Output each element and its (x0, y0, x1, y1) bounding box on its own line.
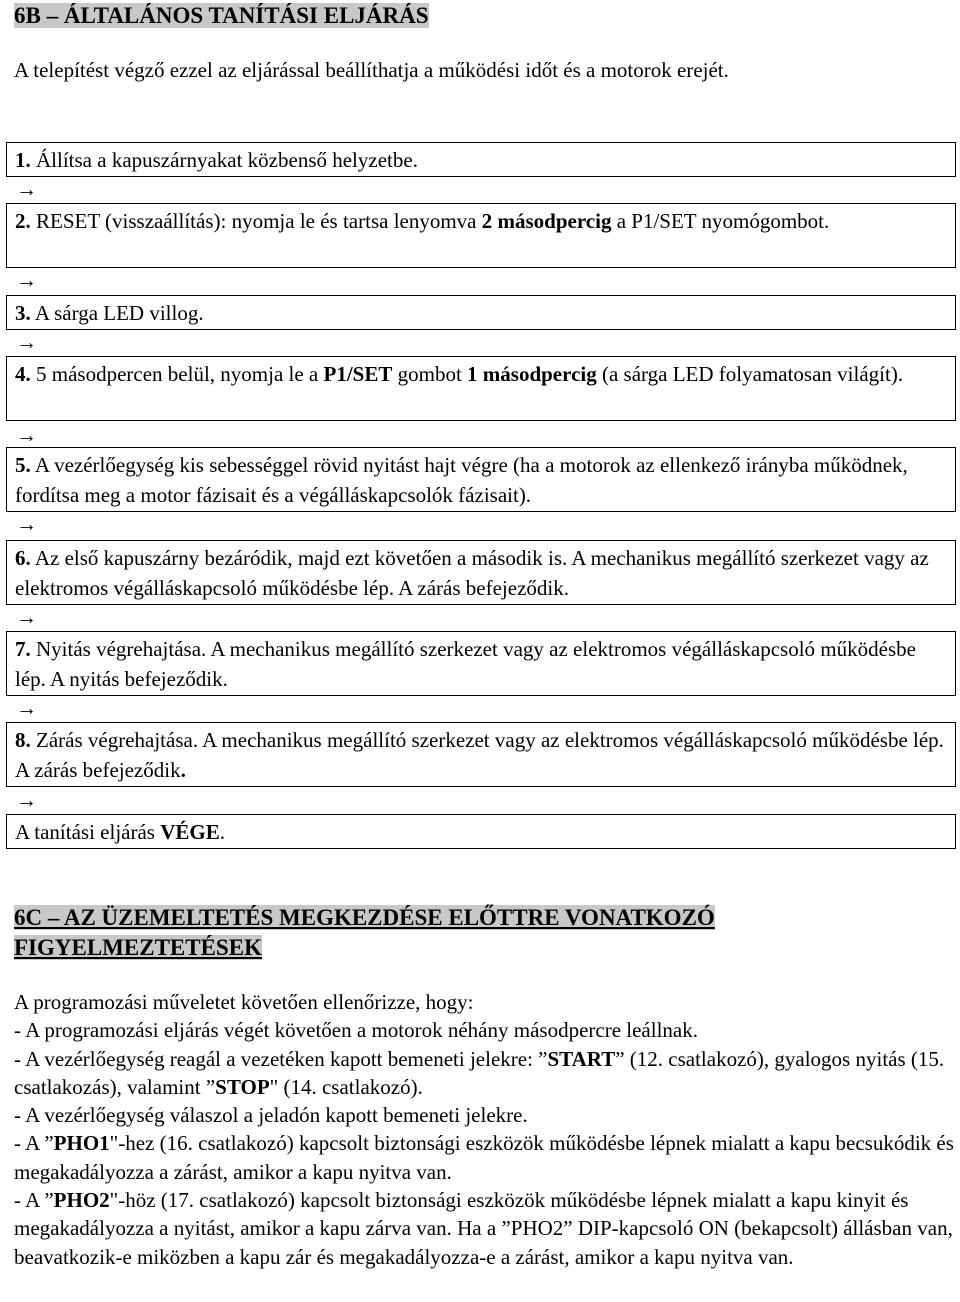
step-4-text-end: (a sárga LED folyamatosan világít). (596, 362, 904, 386)
step-5-number: 5. (15, 453, 31, 477)
step-5-box (6, 447, 956, 512)
arrow-icon: → (16, 788, 37, 812)
step-4-text-mid: gombot (392, 362, 468, 386)
arrow-icon: → (16, 330, 37, 354)
step-4-number: 4. (15, 362, 31, 386)
section-6b-title-text: 6B – ÁLTALÁNOS TANÍTÁSI ELJÁRÁS (14, 3, 429, 28)
warning-text: "-hez (16. csatlakozó) kapcsolt biztonsági eszközök működésbe lépnek mialatt a kapu becsukódik és megakadályozza a zárást, amikor a kapu nyitva van. (14, 1131, 954, 1184)
step-2-text: RESET (visszaállítás): nyomja le és tartsa lenyomva (30, 209, 482, 233)
step-4-bold-button: P1/SET (323, 362, 393, 386)
step-2-box (6, 203, 956, 268)
step-6-box (6, 540, 956, 605)
step-2-bold-duration: 2 másodpercig (481, 209, 612, 233)
warning-item (14, 1129, 954, 1186)
arrow-icon: → (16, 512, 37, 536)
warning-bold-start: START (547, 1046, 616, 1071)
step-8-final-dot: . (180, 758, 186, 782)
intro-text: A telepítést végző ezzel az eljárással beállíthatja a működési időt és a motorok erejét. (14, 58, 729, 82)
teaching-end-dot: . (219, 820, 225, 844)
section-6b-title (14, 2, 429, 30)
step-7-box (6, 631, 956, 696)
step-6-number: 6. (15, 546, 31, 570)
warning-item: - A programozási eljárás végét követően a motorok néhány másodpercre leállnak. (14, 1018, 698, 1043)
warning-item (14, 1186, 954, 1271)
step-7-text: Nyitás végrehajtása. A mechanikus megállító szerkezet vagy az elektromos végálláskapcsoló működésbe lép. A nyitás befejeződik. (15, 637, 916, 691)
section-6c-title (14, 903, 794, 963)
step-2-number: 2. (15, 209, 31, 233)
warning-bold-pho1: PHO1 (53, 1131, 110, 1156)
step-1-text: Állítsa a kapuszárnyakat közbenső helyzetbe. (30, 148, 418, 172)
step-6-text: Az első kapuszárny bezáródik, majd ezt követően a második is. A mechanikus megállító szerkezet vagy az elektromos végálláskapcsoló működésbe lép. A zárás befejeződik. (15, 546, 929, 600)
step-8-box (6, 722, 956, 787)
step-1-number: 1. (15, 148, 31, 172)
arrow-icon: → (16, 423, 37, 447)
warning-item (14, 1045, 954, 1102)
warning-text: - A ” (14, 1188, 54, 1213)
step-8-text: Zárás végrehajtása. A mechanikus megállító szerkezet vagy az elektromos végálláskapcsoló működésbe lép. A zárás befejeződik (15, 728, 944, 782)
warnings-intro: A programozási műveletet követően ellenőrizze, hogy: (14, 990, 474, 1014)
arrow-icon: → (16, 605, 37, 629)
teaching-end-bold: VÉGE (160, 820, 220, 844)
warnings-block (14, 988, 954, 1271)
warning-bold-pho2: PHO2 (53, 1188, 110, 1213)
warning-text: "-höz (17. csatlakozó) kapcsolt biztonsági eszközök működésbe lépnek mialatt a kapu kinyit és megakadályozza a nyitást, amikor a kapu zárva van. Ha a ”PHO2” DIP-kapcsoló ON (bekapcsolt) állásban van, beavatkozik-e miközben a kapu zár és megakadályozza-e a zárást, amikor a kapu nyitva van. (14, 1188, 953, 1269)
warning-text: - A ” (14, 1131, 54, 1156)
step-4-bold-duration: 1 másodpercig (467, 362, 597, 386)
warning-text: - A vezérlőegység reagál a vezetéken kapott bemeneti jelekre: ” (14, 1046, 548, 1071)
warning-text: ” (12. csatlakozó), gyalogos nyitás (15. csatlakozás), valamint ” (14, 1046, 945, 1099)
step-2-text-end: a P1/SET nyomógombot. (611, 209, 830, 233)
step-5-text: A vezérlőegység kis sebességgel rövid nyitást hajt végre (ha a motorok az ellenkező irányba működnek, fordítsa meg a motor fázisait és a végálláskapcsolók fázisait). (15, 453, 908, 507)
step-7-number: 7. (15, 637, 31, 661)
warning-text: " (14. csatlakozó). (269, 1074, 423, 1099)
arrow-icon: → (16, 268, 37, 292)
step-3-box (6, 295, 956, 330)
step-4-text: 5 másodpercen belül, nyomja le a (30, 362, 324, 386)
step-4-box (6, 356, 956, 421)
step-3-text: A sárga LED villog. (30, 301, 204, 325)
teaching-end-box (6, 814, 956, 849)
warning-bold-stop: STOP (215, 1074, 270, 1099)
step-3-number: 3. (15, 301, 31, 325)
warning-item: - A vezérlőegység válaszol a jeladón kapott bemeneti jelekre. (14, 1103, 528, 1128)
section-6c-title-line-1: 6C – AZ ÜZEMELTETÉS MEGKEZDÉSE ELŐTTRE VONATKOZÓ (14, 905, 715, 930)
section-6c-title-line-2: FIGYELMEZTETÉSEK (14, 935, 262, 960)
step-8-number: 8. (15, 728, 31, 752)
arrow-icon: → (16, 177, 37, 201)
step-1-box (6, 142, 956, 177)
teaching-end-text: A tanítási eljárás (15, 820, 161, 844)
arrow-icon: → (16, 696, 37, 720)
